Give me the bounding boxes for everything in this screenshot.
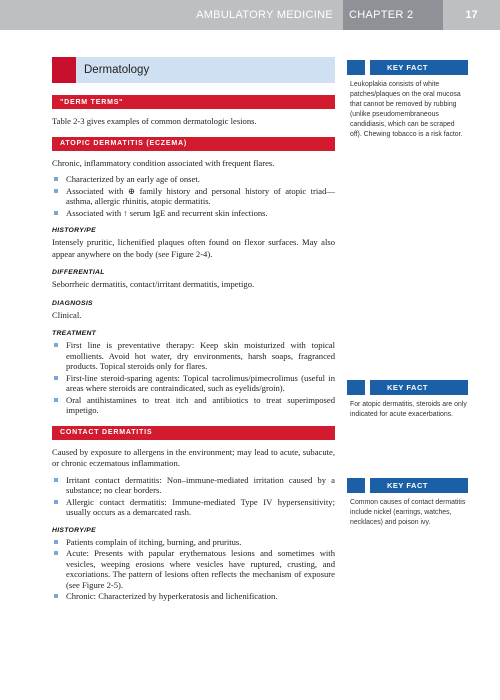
list-item: Characterized by an early age of onset. — [52, 174, 335, 185]
running-header — [0, 0, 500, 30]
list-item: Patients complain of itching, burning, and pruritus. — [52, 537, 335, 548]
atopic-history-text: Intensely pruritic, lichenified plaques often found on flexor surfaces. May also appear anywhere on the body (see Figure 2-4). — [52, 237, 335, 259]
list-item: Acute: Presents with papular erythematous lesions and sometimes with vesicles, weeping erosions where vesicles have ruptured, crusting, and excoriations. The pattern of lesions often reflects the mechanism of exposure (see Figure 2-5). — [52, 548, 335, 590]
contact-heading: CONTACT DERMATITIS — [52, 426, 335, 440]
list-item: Allergic contact dermatitis: Immune-mediated Type IV hypersensitivity; usually occurs as a demarcated rash. — [52, 497, 335, 518]
derm-terms-heading: "DERM TERMS" — [52, 95, 335, 109]
header-section-title: AMBULATORY MEDICINE — [196, 9, 333, 21]
key-fact-bar — [347, 380, 468, 395]
key-fact-notch — [365, 380, 370, 395]
derm-terms-text: Table 2-3 gives examples of common dermatologic lesions. — [52, 116, 257, 126]
list-item: Associated with ⊕ family history and personal history of atopic triad—asthma, allergic rhinitis, atopic dermatitis. — [52, 186, 335, 207]
list-item: First-line steroid-sparing agents: Topical tacrolimus/pimecrolimus (useful in areas where steroids are contraindicated, such as eyelids/groin). — [52, 373, 335, 394]
contact-history-bullets — [52, 537, 335, 602]
atopic-treatment-bullets — [52, 340, 335, 416]
page-title: Dermatology — [84, 64, 150, 76]
page-number: 17 — [465, 9, 478, 21]
main-column — [52, 57, 335, 603]
key-fact-box-leukoplakia — [347, 60, 468, 140]
atopic-differential-label: DIFFERENTIAL — [52, 269, 105, 276]
atopic-treatment-label: TREATMENT — [52, 330, 97, 337]
atopic-diagnosis-label: DIAGNOSIS — [52, 299, 93, 307]
key-fact-text: For atopic dermatitis, steroids are only indicated for acute exacerbations. — [350, 401, 467, 418]
key-fact-bar — [347, 478, 468, 493]
atopic-differential-text: Seborrheic dermatitis, contact/irritant dermatitis, impetigo. — [52, 279, 255, 289]
atopic-intro: Chronic, inflammatory condition associated with frequent flares. — [52, 157, 275, 168]
atopic-diagnosis-text: Clinical. — [52, 309, 82, 320]
header-chapter-label: CHAPTER 2 — [343, 0, 443, 30]
list-item: Chronic: Characterized by hyperkeratosis and lichenification. — [52, 591, 335, 602]
key-fact-label: KEY FACT — [387, 383, 428, 392]
atopic-bullets — [52, 174, 335, 218]
key-fact-bar — [347, 60, 468, 75]
key-fact-text: Common causes of contact dermatitis include nickel (earrings, watches, necklaces) and poison ivy. — [350, 499, 466, 526]
section-title-tab — [52, 57, 76, 83]
atopic-history-label: HISTORY/PE — [52, 227, 96, 234]
key-fact-box-atopic — [347, 380, 468, 420]
key-fact-notch — [365, 60, 370, 75]
list-item: First line is preventative therapy: Keep skin moisturized with topical emollients. Avoid hot water, dry environments, harsh soaps, fragranced products. Topical steroids only for flares. — [52, 340, 335, 372]
list-item: Irritant contact dermatitis: Non–immune-mediated irritation caused by a substance; no clear borders. — [52, 475, 335, 496]
list-item: Oral antihistamines to treat itch and antibiotics to treat superimposed impetigo. — [52, 395, 335, 416]
key-fact-label: KEY FACT — [387, 481, 428, 490]
atopic-heading: ATOPIC DERMATITIS (ECZEMA) — [52, 137, 335, 151]
section-title-band — [52, 57, 335, 83]
key-fact-box-contact — [347, 478, 468, 528]
key-fact-text: Leukoplakia consists of white patches/plaques on the oral mucosa that cannot be removed by rubbing (unlike pseudomembraneous candidiasis, which can be scraped off). Chewing tobacco is a risk factor. — [350, 81, 463, 138]
contact-intro: Caused by exposure to allergens in the environment; may lead to acute, subacute, or chronic eczematous inflammation. — [52, 446, 335, 468]
key-fact-label: KEY FACT — [387, 63, 428, 72]
contact-bullets — [52, 475, 335, 518]
key-fact-notch — [365, 478, 370, 493]
contact-history-label: HISTORY/PE — [52, 526, 96, 534]
list-item: Associated with ↑ serum IgE and recurrent skin infections. — [52, 208, 335, 219]
